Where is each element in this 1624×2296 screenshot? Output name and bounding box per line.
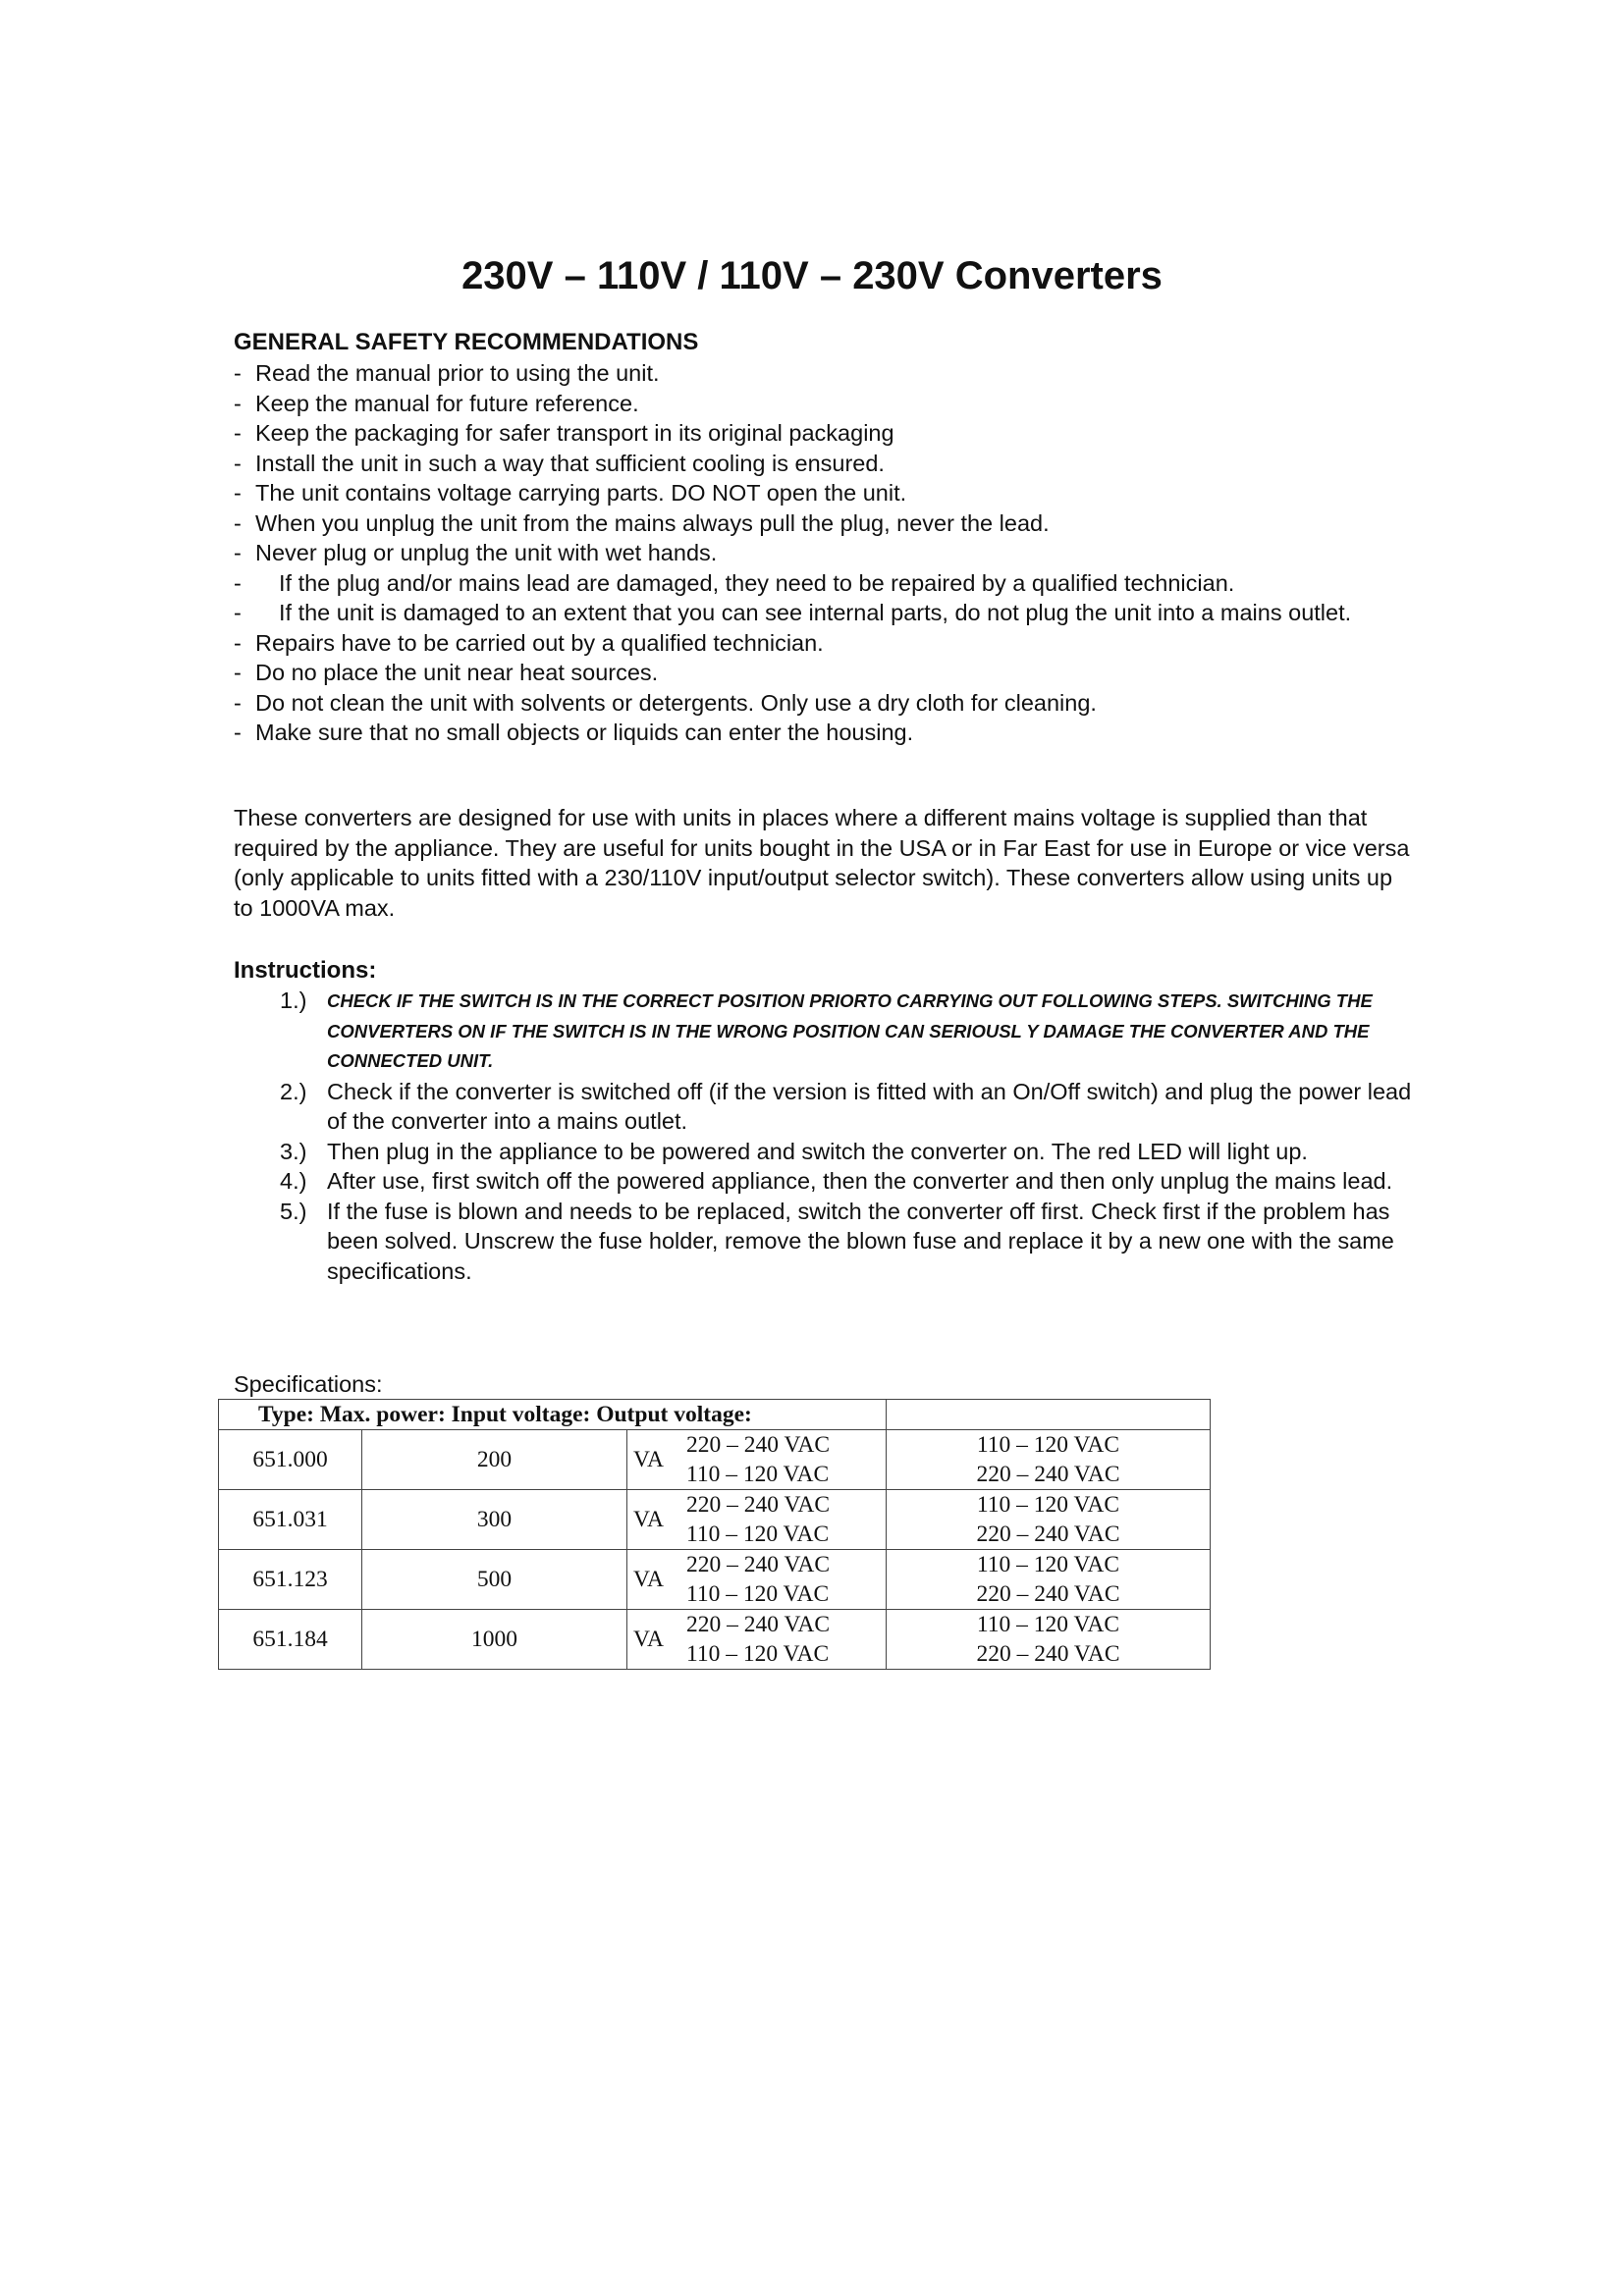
type-cell: 651.184 xyxy=(219,1610,362,1670)
power-cell: 300 xyxy=(362,1490,627,1550)
output-voltage-1: 110 – 120 VAC xyxy=(976,1492,1120,1518)
type-cell: 651.000 xyxy=(219,1430,362,1490)
list-item: - Do no place the unit near heat sources. xyxy=(234,660,659,685)
step-number: 1.) xyxy=(280,988,307,1013)
type-cell: 651.123 xyxy=(219,1550,362,1610)
table-header: Type: Max. power: Input voltage: Output voltage: xyxy=(219,1400,887,1430)
list-item: - Repairs have to be carried out by a qualified technician. xyxy=(234,629,824,656)
input-voltage-2: 110 – 120 VAC xyxy=(686,1522,830,1547)
output-voltage-2: 220 – 240 VAC xyxy=(976,1641,1120,1667)
specifications-label: Specifications: xyxy=(234,1371,383,1397)
step-number: 3.) xyxy=(280,1138,307,1164)
specifications-table xyxy=(218,1399,1211,1670)
output-voltage-2: 220 – 240 VAC xyxy=(976,1522,1120,1547)
list-item: - If the unit is damaged to an extent that you can see internal parts, do not plug the unit into a mains outlet. xyxy=(234,600,1352,625)
output-voltage-2: 220 – 240 VAC xyxy=(976,1581,1120,1607)
input-voltage-1: 220 – 240 VAC xyxy=(686,1432,831,1458)
list-item: - When you unplug the unit from the mains always pull the plug, never the lead. xyxy=(234,509,1050,536)
list-item: - The unit contains voltage carrying parts. DO NOT open the unit. xyxy=(234,480,907,506)
input-voltage-2: 110 – 120 VAC xyxy=(686,1641,830,1667)
list-item xyxy=(234,1197,1422,1287)
input-voltage-2: 110 – 120 VAC xyxy=(686,1462,830,1487)
list-item xyxy=(234,1166,1422,1197)
table-row xyxy=(219,1430,1211,1490)
step-number: 2.) xyxy=(280,1078,307,1104)
output-voltage-cell xyxy=(887,1610,1211,1670)
safety-list xyxy=(234,358,1412,748)
output-voltage-2: 220 – 240 VAC xyxy=(976,1462,1120,1487)
unit-label: VA xyxy=(633,1627,664,1652)
output-voltage-cell xyxy=(887,1490,1211,1550)
table-row xyxy=(219,1610,1211,1670)
output-voltage-1: 110 – 120 VAC xyxy=(976,1432,1120,1458)
list-item xyxy=(234,986,1422,1077)
step-number: 5.) xyxy=(280,1198,307,1224)
output-voltage-1: 110 – 120 VAC xyxy=(976,1552,1120,1577)
instructions-list xyxy=(234,986,1422,1286)
list-item: - Read the manual prior to using the unit. xyxy=(234,360,660,386)
input-voltage-1: 220 – 240 VAC xyxy=(686,1492,831,1518)
list-item: - Do not clean the unit with solvents or detergents. Only use a dry cloth for cleaning. xyxy=(234,689,1097,716)
type-cell: 651.031 xyxy=(219,1490,362,1550)
instructions-heading: Instructions: xyxy=(234,957,377,984)
intro-paragraph: These converters are designed for use with units in places where a different mains voltage is supplied than that required by the appliance. They are useful for units bought in the USA or in Far East for use in Europe or vice versa (only applicable to units fitted with a 230/110V input/output selector switch). These converters allow using units up to 1000VA max. xyxy=(234,805,1410,921)
list-item xyxy=(234,1137,1422,1167)
page-title: 230V – 110V / 110V – 230V Converters xyxy=(461,254,1163,297)
input-voltage-cell xyxy=(627,1490,887,1550)
list-item: - Keep the manual for future reference. xyxy=(234,390,639,416)
list-item xyxy=(234,1077,1422,1137)
input-voltage-cell xyxy=(627,1610,887,1670)
input-voltage-1: 220 – 240 VAC xyxy=(686,1612,831,1637)
table-header-empty xyxy=(887,1400,1211,1430)
step-number: 4.) xyxy=(280,1168,307,1194)
list-item: - Keep the packaging for safer transport in its original packaging xyxy=(234,420,894,446)
output-voltage-cell xyxy=(887,1430,1211,1490)
list-item: - If the plug and/or mains lead are damaged, they need to be repaired by a qualified technician. xyxy=(234,569,1235,596)
step-text: If the fuse is blown and needs to be replaced, switch the converter off first. Check first if the problem has been solved. Unscrew the fuse holder, remove the blown fuse and replace it by a new one with the same specifications. xyxy=(327,1198,1394,1284)
list-item: - Never plug or unplug the unit with wet hands. xyxy=(234,540,718,565)
table-header-row xyxy=(219,1400,1211,1430)
step-text: Then plug in the appliance to be powered and switch the converter on. The red LED will light up. xyxy=(327,1138,1308,1164)
table-row xyxy=(219,1550,1211,1610)
unit-label: VA xyxy=(633,1567,664,1592)
unit-label: VA xyxy=(633,1447,664,1472)
safety-heading: GENERAL SAFETY RECOMMENDATIONS xyxy=(234,329,699,355)
table-row xyxy=(219,1490,1211,1550)
input-voltage-cell xyxy=(627,1550,887,1610)
list-item: - Install the unit in such a way that sufficient cooling is ensured. xyxy=(234,450,885,476)
list-item: - Make sure that no small objects or liquids can enter the housing. xyxy=(234,720,914,745)
output-voltage-cell xyxy=(887,1550,1211,1610)
power-cell: 1000 xyxy=(362,1610,627,1670)
power-cell: 200 xyxy=(362,1430,627,1490)
input-voltage-1: 220 – 240 VAC xyxy=(686,1552,831,1577)
power-cell: 500 xyxy=(362,1550,627,1610)
unit-label: VA xyxy=(633,1507,664,1532)
step-text: Check if the converter is switched off (if the version is fitted with an On/Off switch) and plug the power lead of the converter into a mains outlet. xyxy=(327,1078,1412,1134)
input-voltage-cell xyxy=(627,1430,887,1490)
step-text: CHECK IF THE SWITCH IS IN THE CORRECT POSITION PRIORTO CARRYING OUT FOLLOWING STEPS. SWITCHING THE CONVERTERS ON IF THE SWITCH IS IN THE WRONG POSITION CAN SERIOUSL Y DAMAGE THE CONVERTER AND THE CONNECTED UNIT. xyxy=(327,990,1373,1071)
input-voltage-2: 110 – 120 VAC xyxy=(686,1581,830,1607)
step-text: After use, first switch off the powered appliance, then the converter and then only unplug the mains lead. xyxy=(327,1168,1393,1194)
output-voltage-1: 110 – 120 VAC xyxy=(976,1612,1120,1637)
